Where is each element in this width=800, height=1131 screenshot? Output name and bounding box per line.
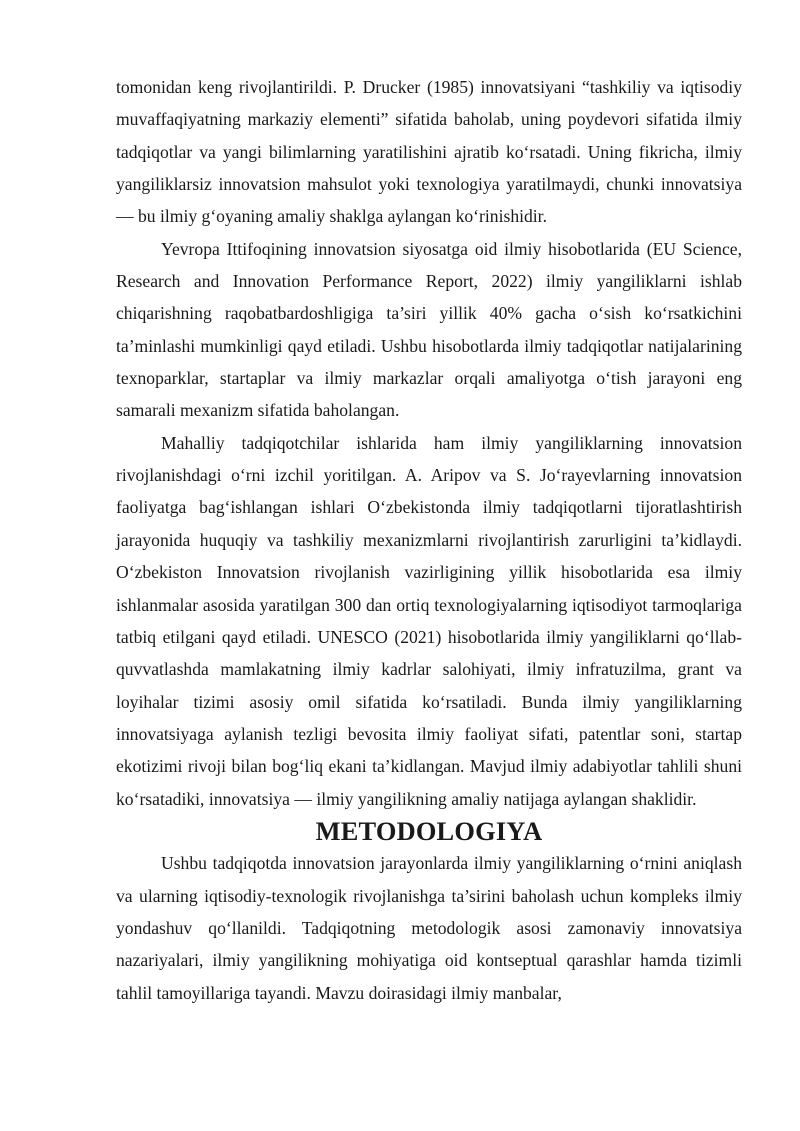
paragraph-eu-report: Yevropa Ittifoqining innovatsion siyosatga oid ilmiy hisobotlarida (EU Science, Research and Innovation Performance Report, 2022) ilmiy yangiliklarni ishlab chiqarishning raqobatbardoshligiga ta’siri yillik 40% gacha o‘sish ko‘rsatkichini ta’minlashi mumkinligi qayd etiladi. Ushbu hisobotlarda ilmiy tadqiqotlar natijalarining texnoparklar, startaplar va ilmiy markazlar orqali amaliyotga o‘tish jarayoni eng samarali mexanizm sifatida baholangan. — [116, 238, 742, 421]
paragraph-local-research: Mahalliy tadqiqotchilar ishlarida ham ilmiy yangiliklarning innovatsion rivojlanishdagi o‘rni izchil yoritilgan. A. Aripov va S. Jo‘rayevlarning innovatsion faoliyatga bag‘ishlangan ishlari O‘zbekistonda ilmiy tadqiqotlarni tijoratlashtirish jarayonida huquqiy va tashkiliy mexanizmlarni rivojlantirish zarurligini ta’kidlaydi. O‘zbekiston Innovatsion rivojlanish vazirligining yillik hisobotlarida esa ilmiy ishlanmalar asosida yaratilgan 300 dan ortiq texnologiyalarning iqtisodiyot tarmoqlariga tatbiq etilgani qayd etiladi. UNESCO (2021) hisobotlarida ilmiy yangiliklarni qo‘llab-quvvatlashda mamlakatning ilmiy kadrlar salohiyati, ilmiy infratuzilma, grant va loyihalar tizimi asosiy omil sifatida ko‘rsatiladi. Bunda ilmiy yangiliklarning innovatsiyaga aylanish tezligi bevosita ilmiy faoliyat sifati, patentlar soni, startap ekotizimi rivoji bilan bog‘liq ekani ta’kidlangan. Mavjud ilmiy adabiyotlar tahlili shuni ko‘rsatadiki, innovatsiya — ilmiy yangilikning amaliy natijaga aylangan shaklidir. — [116, 432, 742, 809]
paragraph-continuation: tomonidan keng rivojlantirildi. P. Drucker (1985) innovatsiyani “tashkiliy va iqtisodiy muvaffaqiyatning markaziy elementi” sifatida baholab, uning poydevori sifatida ilmiy tadqiqotlar va yangi bilimlarning yaratilishini ajratib ko‘rsatadi. Uning fikricha, ilmiy yangiliklarsiz innovatsion mahsulot yoki texnologiya yaratilmaydi, chunki innovatsiya — bu ilmiy g‘oyaning amaliy shaklga aylangan ko‘rinishidir. — [116, 77, 742, 227]
paragraph-methodology: Ushbu tadqiqotda innovatsion jarayonlarda ilmiy yangiliklarning o‘rnini aniqlash va ularning iqtisodiy-texnologik rivojlanishga ta’sirini baholash uchun kompleks ilmiy yondashuv qo‘llanildi. Tadqiqotning metodologik asosi zamonaviy innovatsiya nazariyalari, ilmiy yangilikning mohiyatiga oid kontseptual qarashlar hamda tizimli tahlil tamoyillariga tayandi. Mavzu doirasidagi ilmiy manbalar, — [116, 853, 742, 1003]
document-body — [116, 71, 742, 1009]
section-heading: METODOLOGIYA — [315, 815, 543, 846]
